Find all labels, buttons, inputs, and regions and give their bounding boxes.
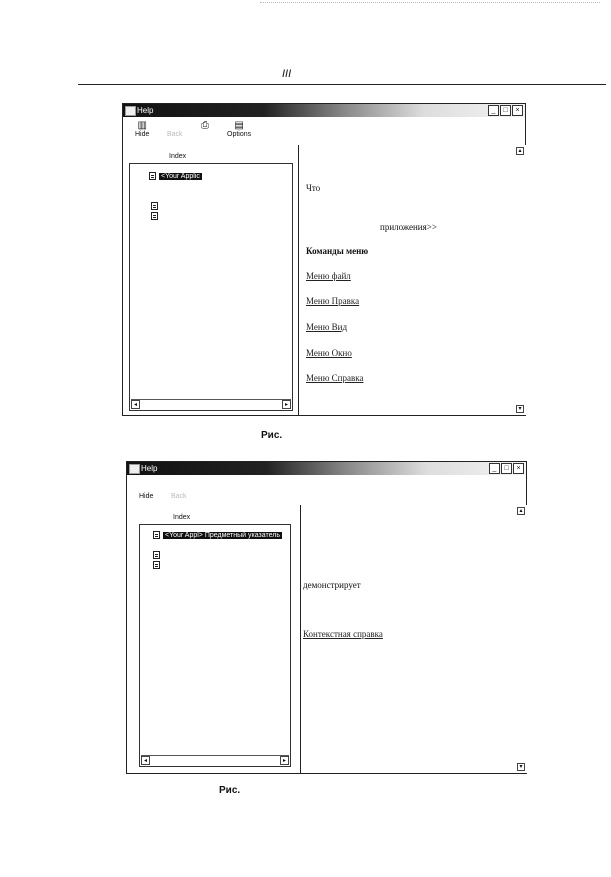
hide-button[interactable]: ▥ Hide — [135, 120, 150, 138]
page-number: III — [282, 68, 292, 80]
topic-pane — [300, 505, 527, 773]
scroll-up-icon[interactable]: ▴ — [517, 507, 525, 515]
title-bar[interactable] — [127, 462, 526, 475]
scroll-right-icon[interactable]: ▸ — [282, 400, 291, 409]
link-edit-menu[interactable]: Меню Правка — [306, 296, 360, 306]
back-button[interactable]: Back — [171, 493, 187, 500]
horizontal-scrollbar[interactable] — [141, 755, 289, 765]
options-icon: ▤ — [234, 120, 244, 131]
tab-index[interactable]: Index — [173, 514, 191, 521]
maximize-button[interactable]: □ — [500, 105, 511, 116]
tree-root-label: <Your Appl> Предметный указатель — [165, 531, 281, 539]
link-file-menu[interactable]: Меню файл — [306, 271, 351, 281]
tree-item[interactable] — [153, 561, 160, 569]
topic-text: Что — [306, 183, 321, 193]
hide-button[interactable]: Hide — [139, 493, 154, 500]
tree-root-item[interactable] — [149, 172, 202, 180]
link-window-menu[interactable]: Меню Окно — [306, 348, 352, 358]
help-window-1 — [122, 103, 526, 416]
page-icon — [151, 202, 158, 210]
scroll-left-icon[interactable]: ◂ — [131, 400, 140, 409]
topic-text: приложения>> — [380, 222, 437, 232]
topic-text: демонстрирует — [303, 580, 361, 590]
tree-item[interactable] — [153, 551, 160, 559]
help-app-icon — [125, 106, 136, 116]
minimize-button[interactable]: _ — [488, 105, 499, 116]
title-bar[interactable] — [123, 104, 525, 117]
back-icon — [167, 120, 183, 131]
figure-caption: Рис. — [219, 785, 241, 796]
scroll-down-icon[interactable]: ▾ — [516, 405, 524, 413]
scan-artifact — [260, 2, 600, 3]
scroll-down-icon[interactable]: ▾ — [517, 763, 525, 771]
navigation-tree — [129, 163, 293, 411]
tree-root-label: <Your Applic — [161, 172, 200, 180]
link-help-menu[interactable]: Меню Справка — [306, 373, 364, 383]
tree-root-item[interactable] — [153, 531, 282, 539]
horizontal-scrollbar[interactable] — [131, 399, 291, 409]
scroll-up-icon[interactable]: ▴ — [516, 147, 524, 155]
tree-item[interactable] — [151, 202, 158, 210]
header-rule — [78, 84, 606, 85]
menu-commands-heading: Команды меню — [306, 246, 369, 256]
page-icon — [151, 212, 158, 220]
topic-pane — [298, 145, 526, 415]
help-app-icon — [129, 464, 140, 474]
maximize-button[interactable]: □ — [501, 463, 512, 474]
book-icon — [153, 531, 160, 539]
printer-icon: ⎙ — [201, 120, 209, 131]
print-button[interactable] — [201, 120, 209, 131]
scroll-left-icon[interactable]: ◂ — [141, 756, 150, 765]
options-button[interactable]: ▤ Options — [227, 120, 252, 138]
figure-caption: Рис. — [261, 430, 283, 441]
link-view-menu[interactable]: Меню Вид — [306, 322, 348, 332]
scroll-right-icon[interactable]: ▸ — [280, 756, 289, 765]
hide-icon: ▥ — [137, 120, 147, 131]
back-button[interactable]: Back — [167, 120, 183, 138]
navigation-tree — [139, 524, 291, 767]
page-icon — [153, 551, 160, 559]
tab-index[interactable]: Index — [169, 153, 187, 160]
help-window-2 — [126, 461, 527, 774]
link-context-help[interactable]: Контекстная справка — [303, 629, 383, 639]
minimize-button[interactable]: _ — [489, 463, 500, 474]
close-button[interactable]: × — [512, 105, 523, 116]
tree-item[interactable] — [151, 212, 158, 220]
window-title: Help — [141, 464, 158, 473]
book-icon — [149, 172, 156, 180]
close-button[interactable]: × — [513, 463, 524, 474]
window-title: Help — [137, 106, 154, 115]
page-icon — [153, 561, 160, 569]
